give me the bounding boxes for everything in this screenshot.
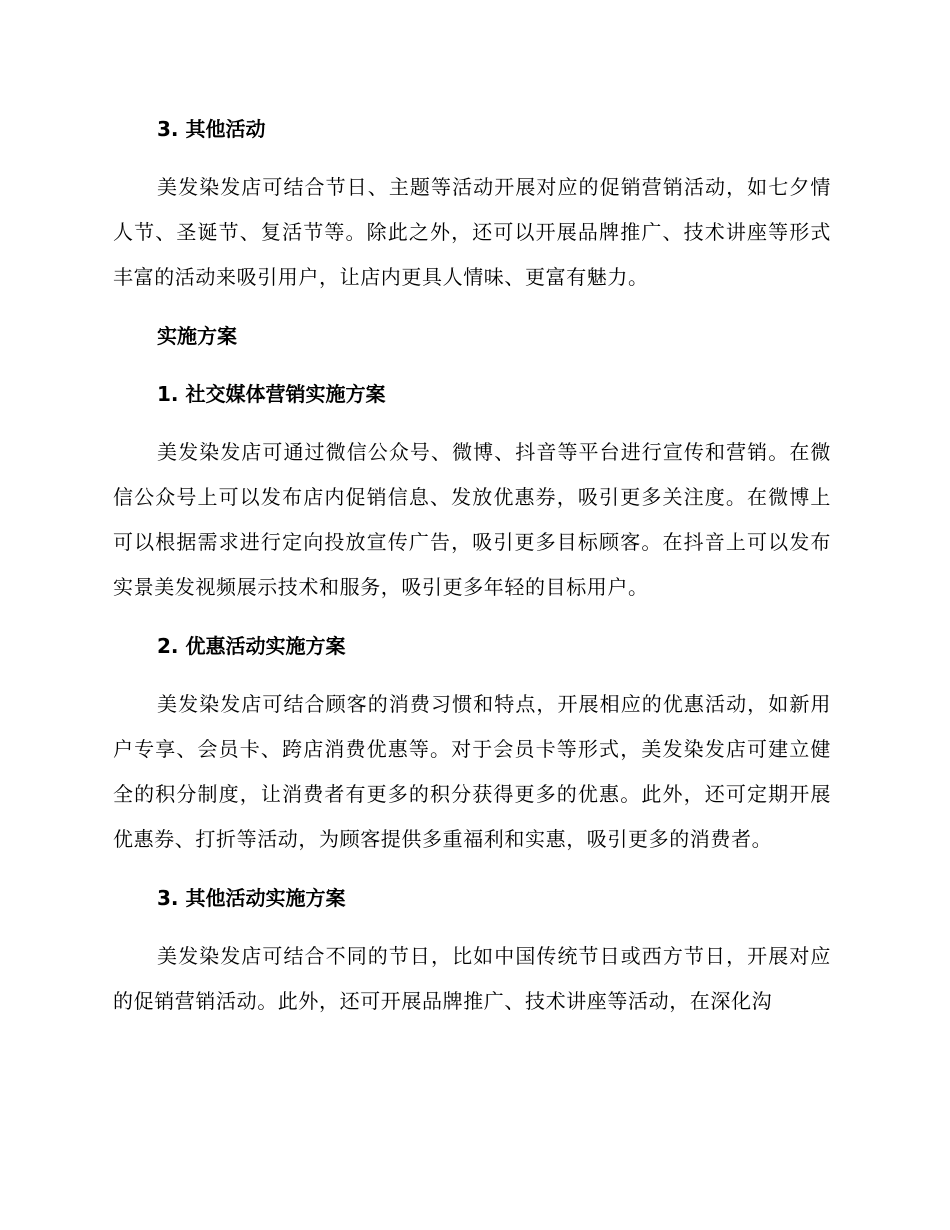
paragraph-discount-plan: 美发染发店可结合顾客的消费习惯和特点，开展相应的优惠活动，如新用户专享、会员卡、跨店消费优惠等。对于会员卡等形式，美发染发店可建立健全的积分制度，让消费者有更多的积分获得更多的优惠。此外，还可定期开展优惠券、打折等活动，为顾客提供多重福利和实惠，吸引更多的消费者。 bbox=[113, 692, 831, 851]
document-body bbox=[113, 107, 831, 1038]
paragraph-social-media-plan: 美发染发店可通过微信公众号、微博、抖音等平台进行宣传和营销。在微信公众号上可以发布店内促销信息、发放优惠券，吸引更多关注度。在微博上可以根据需求进行定向投放宣传广告，吸引更多目标顾客。在抖音上可以发布实景美发视频展示技术和服务，吸引更多年轻的目标用户。 bbox=[113, 440, 831, 599]
section-heading-other-activities-plan: 3. 其他活动实施方案 bbox=[157, 886, 346, 910]
section-heading-social-media-plan: 1. 社交媒体营销实施方案 bbox=[157, 382, 386, 406]
section-heading-discount-plan: 2. 优惠活动实施方案 bbox=[157, 634, 346, 658]
section-heading-other-activities: 3. 其他活动 bbox=[157, 117, 266, 141]
section-heading-implementation: 实施方案 bbox=[157, 324, 237, 348]
paragraph-other-activities: 美发染发店可结合节日、主题等活动开展对应的促销营销活动，如七夕情人节、圣诞节、复活节等。除此之外，还可以开展品牌推广、技术讲座等形式丰富的活动来吸引用户，让店内更具人情味、更富有魅力。 bbox=[113, 175, 831, 289]
paragraph-other-activities-plan: 美发染发店可结合不同的节日，比如中国传统节日或西方节日，开展对应的促销营销活动。此外，还可开展品牌推广、技术讲座等活动，在深化沟 bbox=[113, 944, 831, 1013]
